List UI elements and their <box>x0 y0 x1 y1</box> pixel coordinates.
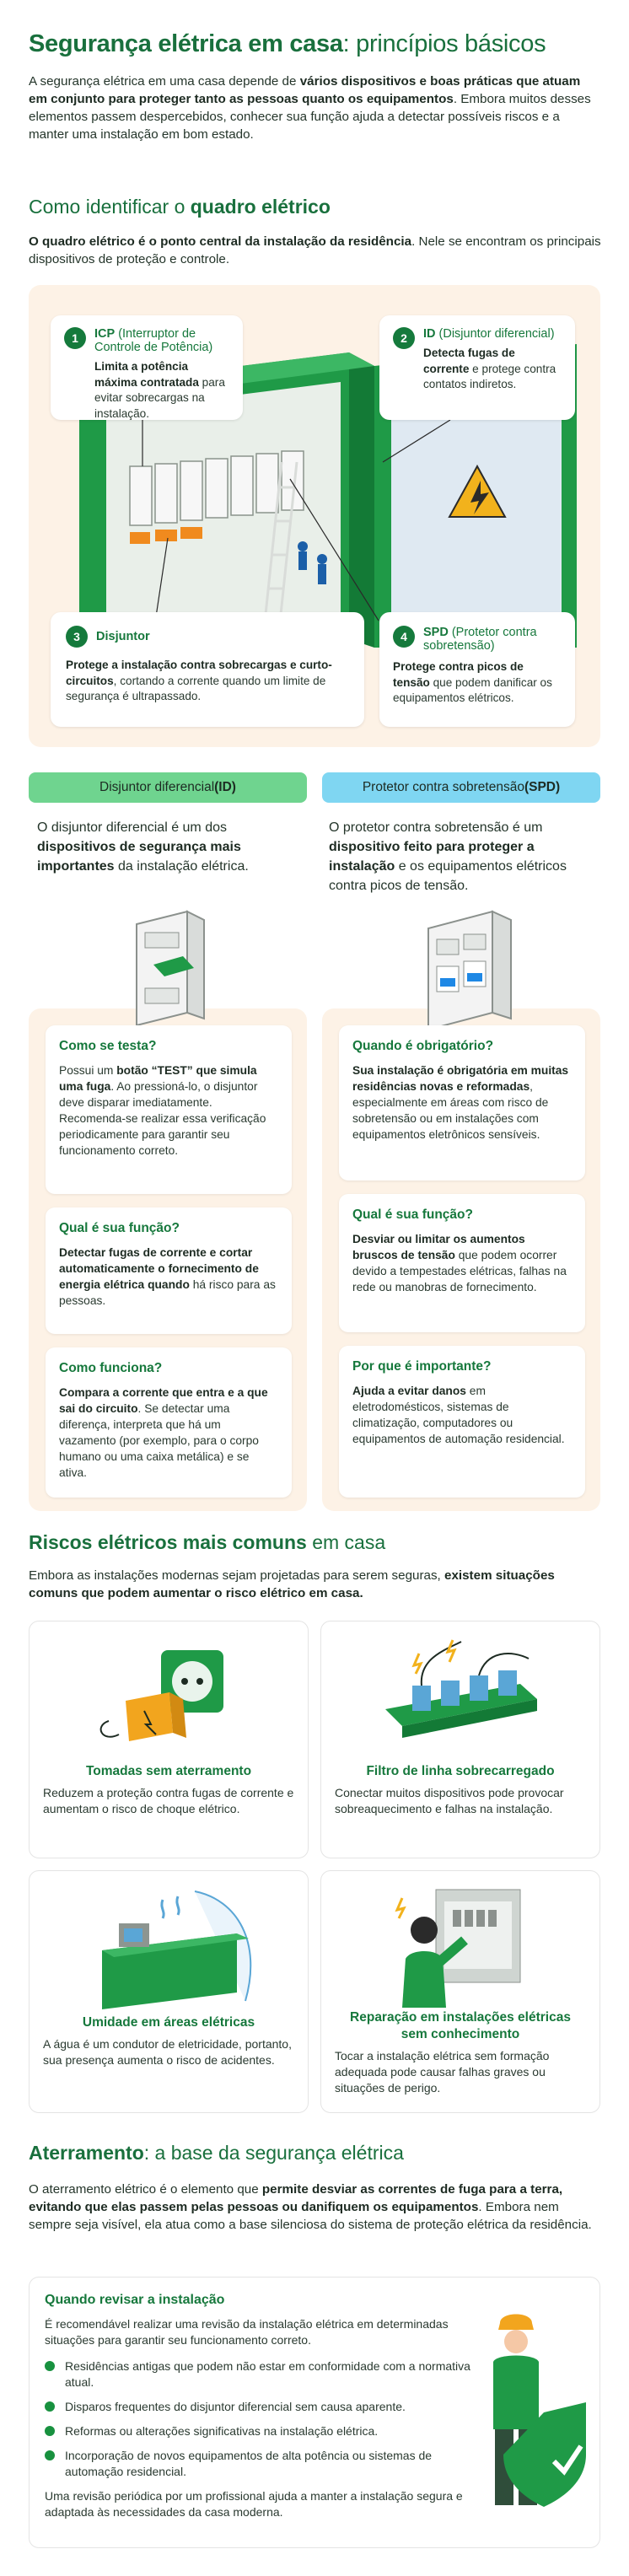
desc-bold: dispositivos de segurança mais importantes <box>37 840 241 874</box>
risk-title: Tomadas sem aterramento <box>85 1764 252 1778</box>
risk-body: Conectar muitos dispositivos pode provocar sobreaquecimento e falhas na instalação. <box>335 1786 564 1815</box>
list-item: Incorporação de novos equipamentos de alta potência ou sistemas de automação residencial. <box>45 2448 483 2480</box>
quadro-heading-pre: Como identificar o <box>29 196 191 218</box>
diy-repair-icon <box>377 1881 546 2008</box>
card-body-bold: Protege a instalação contra sobrecargas e curto-circuitos <box>66 659 332 687</box>
surge-protector-icon <box>418 907 528 1034</box>
riscos-desc-pre: Embora as instalações modernas sejam projetadas para serem seguras, <box>29 1568 444 1583</box>
answer-bold: Desviar ou limitar os aumentos bruscos de tensão <box>352 1233 525 1261</box>
quadro-card-disjuntor <box>51 612 364 727</box>
card-answer <box>352 1231 572 1295</box>
card-answer <box>59 1245 278 1309</box>
right-card-obligatory <box>339 1025 585 1180</box>
card-number-badge: 2 <box>393 327 415 349</box>
card-question: Qual é sua função? <box>352 1207 473 1222</box>
pill-bold: (ID) <box>214 780 236 794</box>
revisao-title: Quando revisar a instalação <box>45 2293 225 2307</box>
pill-text: Protetor contra sobretensão <box>362 780 524 794</box>
card-title-main: SPD <box>423 626 449 639</box>
list-item: Disparos frequentes do disjuntor diferencial sem causa aparente. <box>45 2399 483 2415</box>
card-body-rest: que podem danificar os equipamentos elétricos. <box>393 675 552 704</box>
answer-bold: botão “TEST” que simula uma fuga <box>59 1064 257 1093</box>
aterramento-desc-pre: O aterramento elétrico é o elemento que <box>29 2182 262 2197</box>
answer-post: há risco para as pessoas. <box>59 1278 276 1307</box>
risk-body: A água é um condutor de eletricidade, portanto, sua presença aumenta o risco de acidentes. <box>43 2037 292 2067</box>
left-card-test <box>46 1025 292 1194</box>
quadro-card-spd <box>379 612 575 727</box>
quadro-card-icp <box>51 315 243 420</box>
quadro-heading <box>29 196 331 218</box>
card-title-main: Disjuntor <box>96 630 150 643</box>
card-body-rest: para evitar sobrecargas na instalação. <box>94 375 225 420</box>
electrician-shield-icon <box>478 2311 588 2522</box>
card-title-sub: (Disjuntor diferencial) <box>435 327 555 341</box>
risk-body: Reduzem a proteção contra fugas de corrente e aumentam o risco de choque elétrico. <box>43 1786 294 1815</box>
right-description <box>329 818 599 895</box>
card-title-sub: (Protetor contra sobretensão) <box>423 626 537 653</box>
risk-title: Umidade em áreas elétricas <box>82 2015 255 2030</box>
card-body-bold: Protege contra picos de tensão <box>393 660 524 689</box>
card-title <box>96 630 150 643</box>
card-title-main: ICP <box>94 327 116 341</box>
card-body <box>423 346 562 393</box>
differential-breaker-icon <box>120 907 221 1034</box>
card-answer <box>352 1062 572 1143</box>
intro-bold: vários dispositivos e boas práticas que atuam em conjunto para proteger tanto as pessoas quanto os equipamentos <box>29 74 581 106</box>
revisao-outro: Uma revisão periódica por um profissional ajuda a manter a instalação segura e adaptada às necessidades da casa moderna. <box>45 2489 463 2519</box>
card-title <box>423 327 562 341</box>
risk-card-diy-repair <box>320 1870 600 2113</box>
card-body <box>393 659 562 707</box>
riscos-description <box>29 1567 602 1602</box>
quadro-heading-bold: quadro elétrico <box>190 196 331 218</box>
desc-bold: dispositivo feito para proteger a instalação <box>329 840 535 874</box>
right-card-function <box>339 1194 585 1332</box>
risk-card-socket <box>29 1621 309 1858</box>
risk-body: Tocar a instalação elétrica sem formação adequada pode causar falhas graves ou situações de perigo. <box>335 2049 550 2095</box>
answer-post: . Se detectar uma diferença, interpreta que há um vazamento (por exemplo, para o corpo humano ou uma caixa metálica) e se ativa. <box>59 1402 259 1479</box>
desc-text: O protetor contra sobretensão é um <box>329 820 543 835</box>
aterramento-desc-post: . Embora nem sempre seja visível, ela atua como a base silenciosa do sistema de proteção elétrica da residência. <box>29 2200 592 2232</box>
desc-text-post: e os equipamentos elétricos contra picos de tensão. <box>329 859 567 893</box>
pill-text: Disjuntor diferencial <box>99 780 215 794</box>
card-body-bold: Detecta fugas de corrente <box>423 347 515 375</box>
riscos-heading-bold: Riscos elétricos mais comuns <box>29 1531 307 1553</box>
quadro-panel <box>29 285 600 747</box>
intro-paragraph <box>29 73 602 143</box>
aterramento-heading-rest: : a base da segurança elétrica <box>143 2142 404 2164</box>
aterramento-heading <box>29 2142 404 2165</box>
answer-post: , especialmente em áreas com risco de sobretensão ou em instalações com equipamentos eletrônicos sensíveis. <box>352 1080 549 1141</box>
card-title-main: ID <box>423 327 436 341</box>
risk-title: Filtro de linha sobrecarregado <box>366 1764 555 1778</box>
left-card-function <box>46 1207 292 1334</box>
revisao-box <box>29 2277 600 2548</box>
aterramento-desc-bold: permite desviar as correntes de fuga para a terra, evitando que elas passem pelas pessoas ou danifiquem os equipamentos <box>29 2182 563 2214</box>
answer-post: em eletrodomésticos, sistemas de climatização, computadores ou equipamentos de automação residencial. <box>352 1385 565 1445</box>
risk-card-humidity <box>29 1870 309 2113</box>
quadro-desc-rest: . Nele se encontram os principais dispositivos de proteção e controle. <box>29 234 601 266</box>
list-item: Reformas ou alterações significativas na instalação elétrica. <box>45 2423 483 2439</box>
card-number-badge: 1 <box>64 327 86 349</box>
answer-bold: Detectar fugas de corrente e cortar automaticamente o fornecimento de energia elétrica quando <box>59 1246 259 1291</box>
desc-text-post: da instalação elétrica. <box>114 859 249 874</box>
card-answer <box>352 1383 572 1447</box>
aterramento-description <box>29 2181 602 2234</box>
page-title <box>29 30 546 58</box>
card-question: Como funciona? <box>59 1361 163 1375</box>
card-question: Por que é importante? <box>352 1359 492 1374</box>
desc-text: O disjuntor diferencial é um dos <box>37 820 227 835</box>
risk-title: Reparação em instalações elétricas sem conhecimento <box>350 2010 571 2041</box>
riscos-heading <box>29 1531 385 1554</box>
answer-bold: Ajuda a evitar danos <box>352 1385 466 1397</box>
answer-post: que podem ocorrer devido a tempestades elétricas, falhas na rede ou manobras de fornecimento. <box>352 1249 567 1293</box>
card-number-badge: 3 <box>66 626 88 648</box>
left-card-how <box>46 1347 292 1498</box>
pill-protetor-sobretensao <box>322 772 600 803</box>
risk-card-power-strip <box>320 1621 600 1858</box>
ungrounded-socket-icon <box>85 1633 254 1760</box>
card-question: Como se testa? <box>59 1039 157 1053</box>
aterramento-heading-bold: Aterramento <box>29 2142 144 2164</box>
answer-bold: Compara a corrente que entra e a que sai do circuito <box>59 1386 268 1415</box>
pill-disjuntor-diferencial <box>29 772 307 803</box>
quadro-description <box>29 233 602 268</box>
quadro-desc-bold: O quadro elétrico é o ponto central da instalação da residência <box>29 234 412 249</box>
revisao-intro: É recomendável realizar uma revisão da instalação elétrica em determinadas situações para garantir seu funcionamento correto. <box>45 2317 449 2347</box>
humidity-kitchen-icon <box>68 1883 271 2009</box>
riscos-desc-bold: existem situações comuns que podem aumentar o risco elétrico em casa. <box>29 1568 555 1600</box>
card-question: Quando é obrigatório? <box>352 1039 494 1053</box>
answer-pre: Possui um <box>59 1064 117 1077</box>
card-body <box>94 359 229 422</box>
answer-post: . Ao pressioná-lo, o disjuntor deve disparar imediatamente. Recomenda-se realizar essa verificação periodicamente para garantir seu funcionamento correto. <box>59 1080 266 1157</box>
card-answer <box>59 1385 278 1481</box>
card-body-bold: Limita a potência máxima contratada <box>94 360 199 389</box>
card-title <box>423 626 562 653</box>
card-number-badge: 4 <box>393 626 415 648</box>
card-body-rest: , cortando a corrente quando um limite de segurança é ultrapassado. <box>66 674 326 702</box>
card-body-rest: e protege contra contatos indiretos. <box>423 362 556 390</box>
overloaded-power-strip-icon <box>368 1633 554 1760</box>
intro-text-2: . Embora muitos desses elementos passem despercebidos, conhecer sua função ajuda a detectar possíveis riscos e a manter uma instalação em bom estado. <box>29 92 591 142</box>
left-description <box>37 818 300 876</box>
card-title-sub: (Interruptor de Controle de Potência) <box>94 327 213 354</box>
revisao-list <box>45 2358 483 2480</box>
card-title <box>94 327 229 354</box>
card-question: Qual é sua função? <box>59 1221 180 1235</box>
intro-text-1: A segurança elétrica em uma casa depende de <box>29 74 300 89</box>
card-answer <box>59 1062 278 1159</box>
card-body <box>66 658 349 705</box>
title-light: : princípios básicos <box>342 30 546 57</box>
list-item: Residências antigas que podem não estar em conformidade com a normativa atual. <box>45 2358 483 2390</box>
title-bold: Segurança elétrica em casa <box>29 30 343 57</box>
pill-bold: (SPD) <box>524 780 561 794</box>
quadro-card-id <box>379 315 575 420</box>
riscos-heading-rest: em casa <box>306 1531 386 1553</box>
right-card-importance <box>339 1346 585 1498</box>
answer-bold: Sua instalação é obrigatória em muitas residências novas e reformadas <box>352 1064 569 1093</box>
